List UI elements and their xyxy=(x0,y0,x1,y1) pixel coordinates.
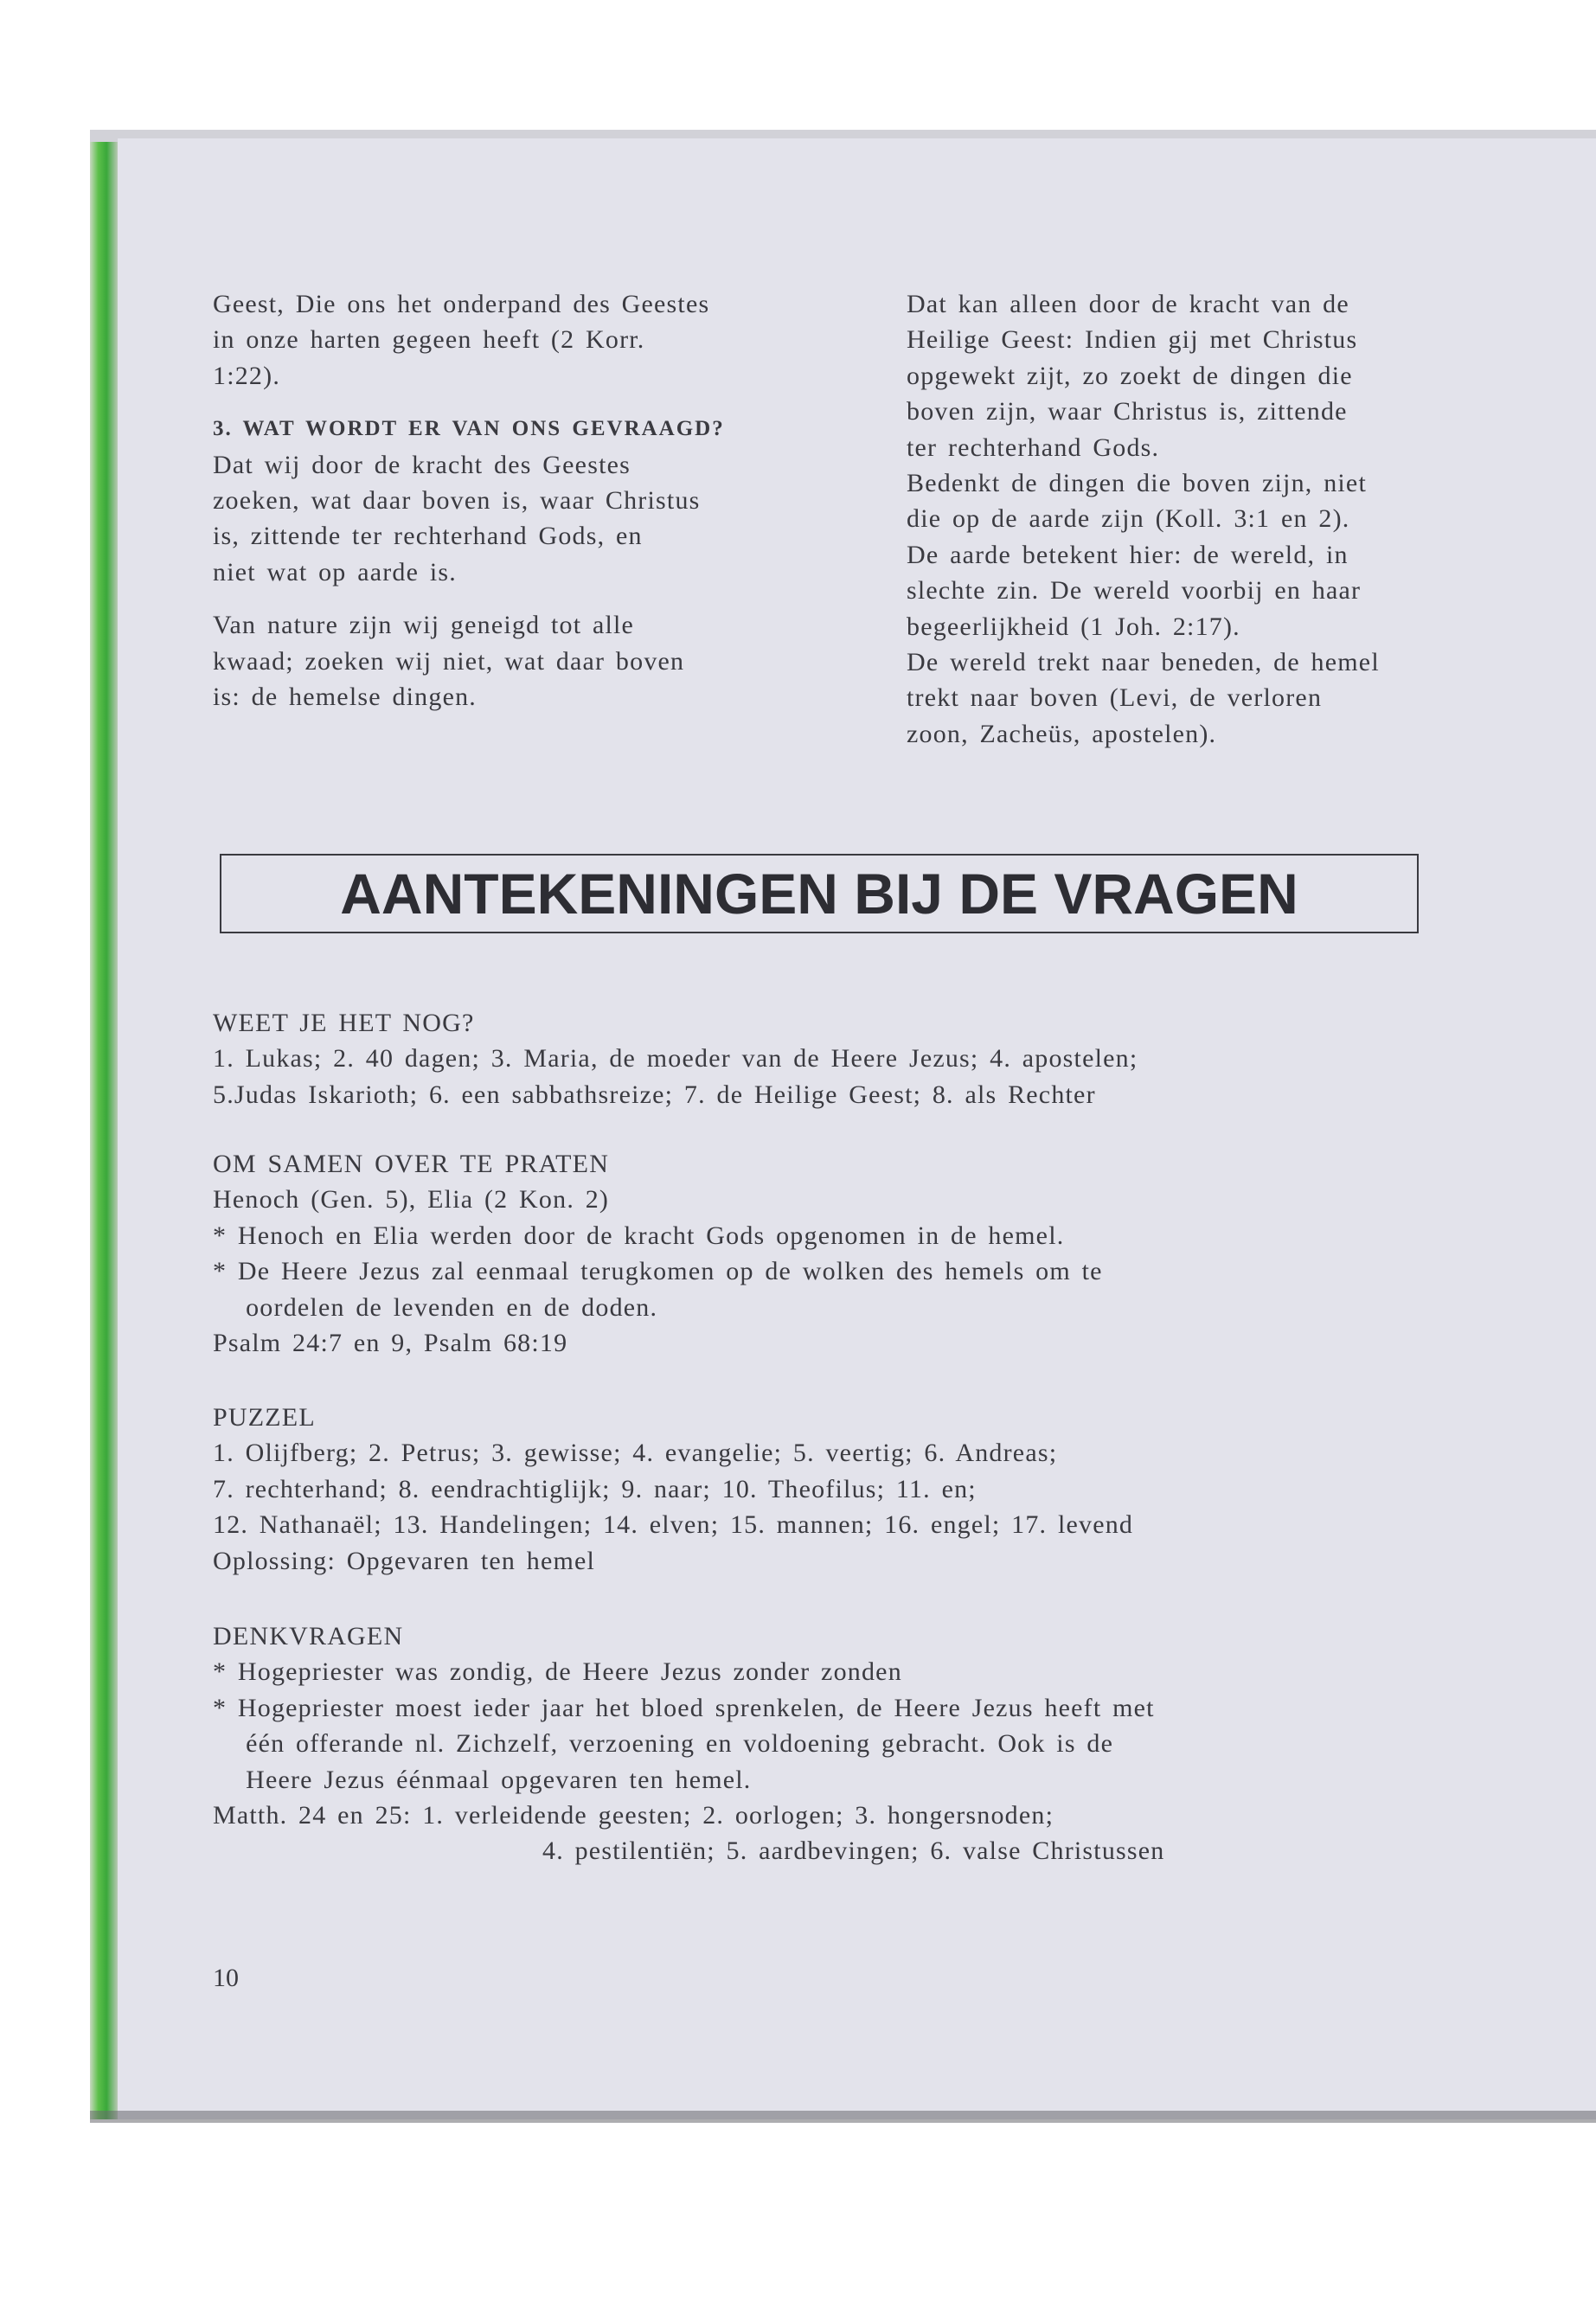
text-line: Oplossing: Opgevaren ten hemel xyxy=(213,1546,596,1575)
subsection-heading: OM SAMEN OVER TE PRATEN xyxy=(213,1150,610,1178)
text-line: kwaad; zoeken wij niet, wat daar boven xyxy=(213,646,685,676)
subsection-heading: PUZZEL xyxy=(213,1403,316,1432)
text-line: is, zittende ter rechterhand Gods, en xyxy=(213,522,643,551)
text-line: slechte zin. De wereld voorbij en haar xyxy=(907,576,1362,606)
text-line: Heere Jezus éénmaal opgevaren ten hemel. xyxy=(213,1765,752,1794)
text-line: Psalm 24:7 en 9, Psalm 68:19 xyxy=(213,1328,568,1357)
text-line: boven zijn, waar Christus is, zittende xyxy=(907,397,1348,426)
page-number: 10 xyxy=(213,1964,239,1992)
text-line: opgewekt zijt, zo zoekt de dingen die xyxy=(907,361,1353,390)
text-line: Van nature zijn wij geneigd tot alle xyxy=(213,611,635,640)
text-line: De wereld trekt naar beneden, de hemel xyxy=(907,647,1380,676)
text-line: begeerlijkheid (1 Joh. 2:17). xyxy=(907,612,1240,641)
text-line: in onze harten gegeen heeft (2 Korr. xyxy=(213,325,645,355)
text-line: Bedenkt de dingen die boven zijn, niet xyxy=(907,468,1367,497)
text-line: zoon, Zacheüs, apostelen). xyxy=(907,719,1217,748)
text-line: * Henoch en Elia werden door de kracht Gods opgenomen in de hemel. xyxy=(213,1221,1065,1250)
text-line: trekt naar boven (Levi, de verloren xyxy=(907,683,1323,713)
right-column xyxy=(907,286,1380,752)
text-line: één offerande nl. Zichzelf, verzoening en voldoening gebracht. Ook is de xyxy=(213,1729,1114,1759)
text-line: * De Heere Jezus zal eenmaal terugkomen op de wolken des hemels om te xyxy=(213,1257,1103,1286)
om-samen-section xyxy=(213,1146,1103,1361)
section-heading: 3. WAT WORDT ER VAN ONS GEVRAAGD? xyxy=(213,417,725,441)
text-line: niet wat op aarde is. xyxy=(213,557,457,586)
text-line: 1. Olijfberg; 2. Petrus; 3. gewisse; 4. evangelie; 5. veertig; 6. Andreas; xyxy=(213,1439,1058,1468)
text-line: Matth. 24 en 25: 1. verleidende geesten; 2. oorlogen; 3. hongersnoden; xyxy=(213,1800,1054,1830)
text-line: * Hogepriester moest ieder jaar het bloed sprenkelen, de Heere Jezus heeft met xyxy=(213,1693,1155,1722)
text-line: oordelen de levenden en de doden. xyxy=(213,1292,658,1322)
section-title-box xyxy=(220,854,1419,933)
text-line: 1:22). xyxy=(213,361,281,390)
subsection-heading: WEET JE HET NOG? xyxy=(213,1009,475,1037)
denkvragen-section xyxy=(213,1618,1165,1869)
section-title: AANTEKENINGEN BIJ DE VRAGEN xyxy=(340,862,1298,926)
text-line: 4. pestilentiën; 5. aardbevingen; 6. valse Christussen xyxy=(213,1836,1165,1866)
text-line: Dat kan alleen door de kracht van de xyxy=(907,290,1349,318)
text-line: ter rechterhand Gods. xyxy=(907,433,1160,462)
text-line: Geest, Die ons het onderpand des Geestes xyxy=(213,290,710,318)
text-line: 5.Judas Iskarioth; 6. een sabbathsreize; 7. de Heilige Geest; 8. als Rechter xyxy=(213,1080,1096,1109)
text-line: 1. Lukas; 2. 40 dagen; 3. Maria, de moeder van de Heere Jezus; 4. apostelen; xyxy=(213,1044,1138,1074)
text-line: is: de hemelse dingen. xyxy=(213,682,478,711)
text-line: * Hogepriester was zondig, de Heere Jezus zonder zonden xyxy=(213,1657,902,1687)
puzzel-section xyxy=(213,1400,1133,1579)
weet-je-het-nog-section xyxy=(213,1005,1138,1112)
text-line: 12. Nathanaël; 13. Handelingen; 14. elven; 15. mannen; 16. engel; 17. levend xyxy=(213,1510,1134,1540)
left-column xyxy=(213,286,725,715)
text-line: Dat wij door de kracht des Geestes xyxy=(213,450,631,479)
text-line: De aarde betekent hier: de wereld, in xyxy=(907,540,1349,569)
subsection-heading: DENKVRAGEN xyxy=(213,1622,404,1650)
text-line: zoeken, wat daar boven is, waar Christus xyxy=(213,485,701,515)
page-bottom-edge xyxy=(90,2111,1596,2123)
text-line: die op de aarde zijn (Koll. 3:1 en 2). xyxy=(907,504,1350,534)
text-line: Henoch (Gen. 5), Elia (2 Kon. 2) xyxy=(213,1185,610,1215)
text-line: Heilige Geest: Indien gij met Christus xyxy=(907,325,1358,355)
book-spine-edge xyxy=(90,130,118,2119)
text-line: 7. rechterhand; 8. eendrachtiglijk; 9. naar; 10. Theofilus; 11. en; xyxy=(213,1474,977,1503)
